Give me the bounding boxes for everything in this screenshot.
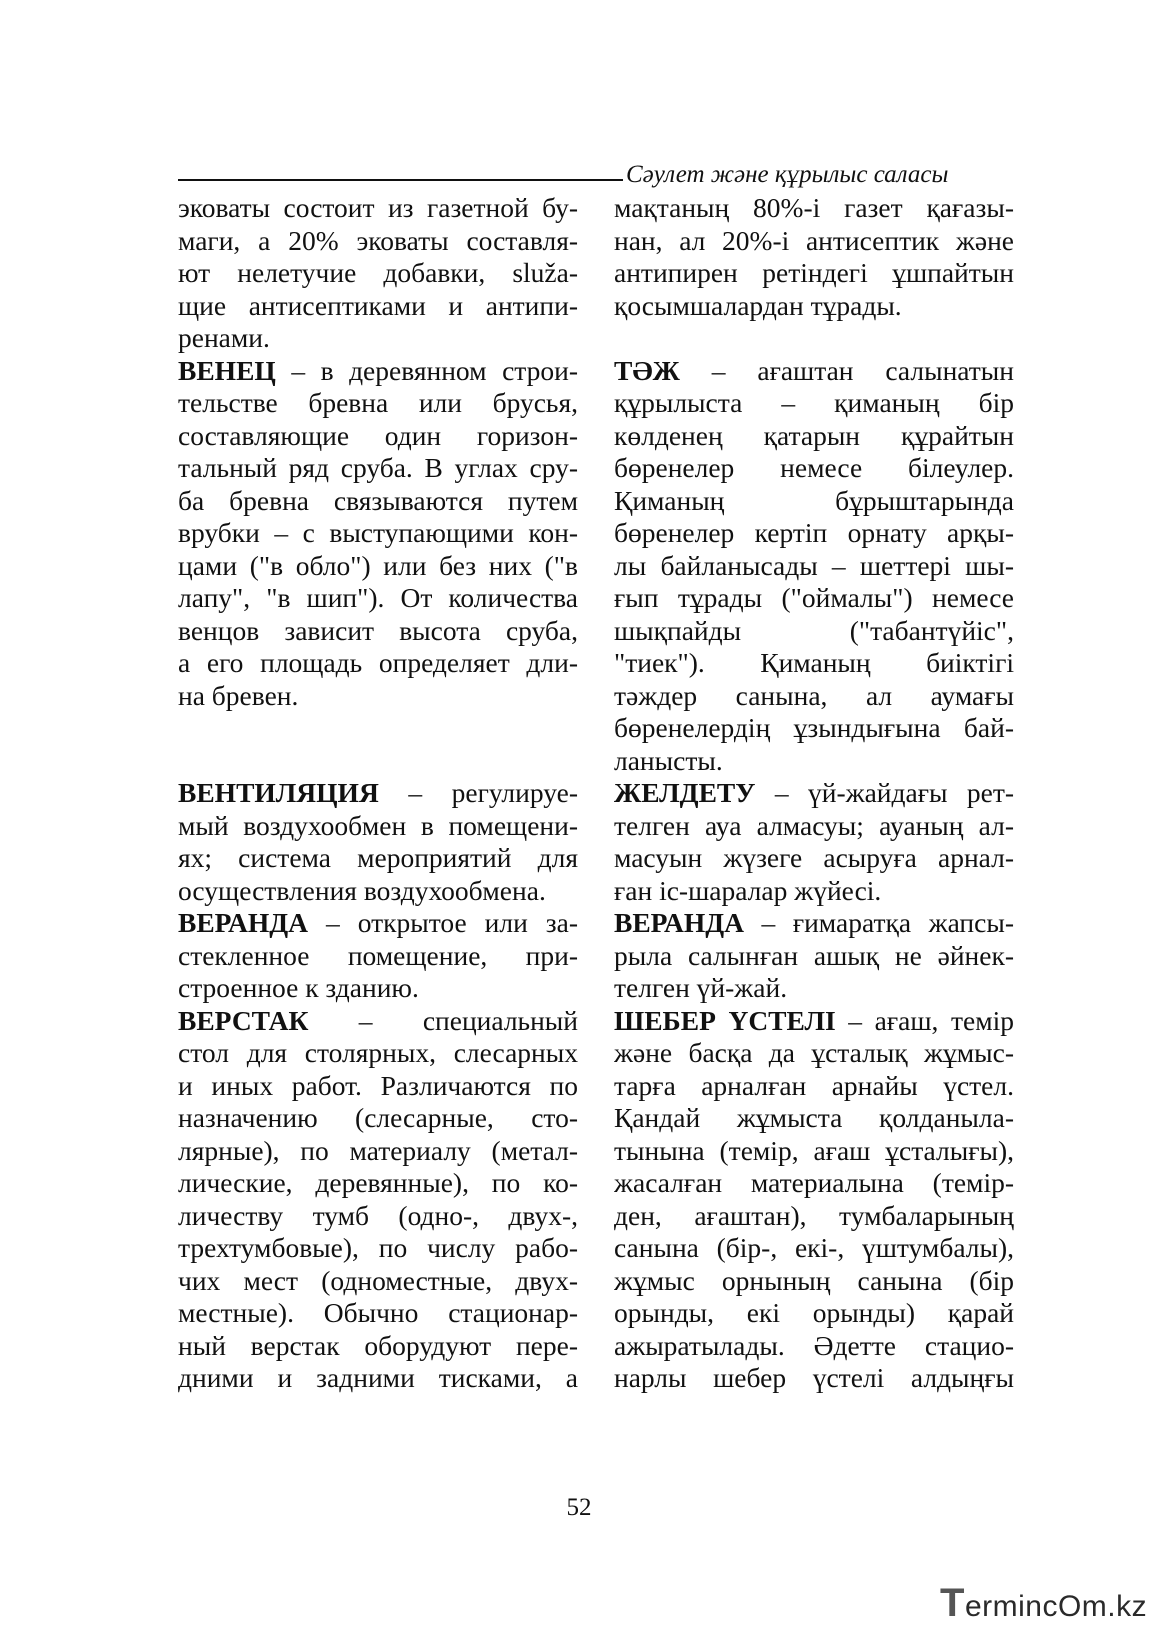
entry-text: венцов зависит высота сруба, — [178, 614, 578, 646]
entry-term: ШЕБЕР ҮСТЕЛІ — [614, 1004, 836, 1036]
left-column-line — [178, 355, 578, 388]
right-column-line — [614, 1102, 1014, 1135]
right-column-line — [614, 452, 1014, 485]
entry-text: а его площадь определяет дли- — [178, 647, 578, 678]
entry-text: және басқа да ұсталық жұмыс- — [614, 1037, 1014, 1068]
left-column-line — [178, 1232, 578, 1265]
entry-text: – открытое или за- — [308, 907, 578, 938]
right-column-line — [614, 745, 1014, 778]
site-watermark — [940, 1581, 1148, 1625]
entry-text: телген үй-жай. — [614, 972, 788, 1003]
entry-text: личеству тумб (одно-, двух-, — [178, 1199, 578, 1231]
left-column-line — [178, 940, 578, 973]
left-column-line — [178, 1200, 578, 1233]
entry-text: Қандай жұмыста қолданыла- — [614, 1102, 1014, 1133]
entry-text: антипирен ретіндегі ұшпайтын — [614, 257, 1014, 288]
entry-text: ный верстак оборудуют пере- — [178, 1329, 578, 1361]
entry-text: щие антисептиками и антипи- — [178, 289, 578, 321]
right-column-line — [614, 355, 1014, 388]
entry-text: тарға арналған арнайы үстел. — [614, 1069, 1014, 1101]
entry-text: и иных работ. Различаются по — [178, 1069, 578, 1101]
left-column-line — [178, 290, 578, 323]
left-column-line — [178, 452, 578, 485]
entry-text: назначению (слесарные, сто- — [178, 1102, 578, 1133]
right-column-line — [614, 420, 1014, 453]
entry-text: құрылыста – қиманың бір — [614, 387, 1014, 418]
entry-term: ТӘЖ — [614, 354, 680, 386]
entry-text: қосымшалардан тұрады. — [614, 289, 902, 321]
header-rule — [178, 179, 623, 181]
entry-text: стол для столярных, слесарных — [178, 1037, 578, 1068]
entry-text: мақтаның 80%-і газет қағазы- — [614, 192, 1014, 223]
left-column-line — [178, 1297, 578, 1330]
entry-text: телген ауа алмасуы; ауаның ал- — [614, 809, 1014, 841]
entry-text: орынды, екі орынды) қарай — [614, 1297, 1014, 1328]
right-column-line — [614, 1037, 1014, 1070]
right-column-line — [614, 387, 1014, 420]
entry-term: ВЕРАНДА — [178, 907, 308, 938]
entry-text: ған іс-шаралар жүйесі. — [614, 874, 882, 906]
watermark-rest: ermincOm.kz — [964, 1590, 1148, 1623]
left-column-line — [178, 257, 578, 290]
entry-text: тальный ряд сруба. В углах сру- — [178, 452, 578, 483]
left-column-line — [178, 1037, 578, 1070]
left-column-line — [178, 1070, 578, 1103]
entry-text: – ғимаратқа жапсы- — [744, 907, 1014, 938]
left-column-line — [178, 550, 578, 583]
left-column-line — [178, 1135, 578, 1168]
entry-text: составляющие один горизон- — [178, 419, 578, 451]
entry-text: нарлы шебер үстелі алдыңғы — [614, 1362, 1014, 1393]
left-column-line — [178, 1330, 578, 1363]
right-column-line — [614, 257, 1014, 290]
left-column — [178, 192, 578, 1395]
entry-text: чих мест (одноместные, двух- — [178, 1264, 578, 1296]
left-column-line — [178, 647, 578, 680]
entry-text: – регулируе- — [378, 777, 578, 808]
right-column-line — [614, 1297, 1014, 1330]
entry-text: ба бревна связываются путем — [178, 484, 578, 516]
right-column-line — [614, 192, 1014, 225]
right-column-line — [614, 1070, 1014, 1103]
right-column-line — [614, 517, 1014, 550]
entry-term: ЖЕЛДЕТУ — [614, 777, 756, 808]
right-column-line — [614, 842, 1014, 875]
entry-term: ВЕНЕЦ — [178, 354, 276, 386]
entry-text: эковаты состоит из газетной бу- — [178, 192, 578, 223]
right-column-line — [614, 1330, 1014, 1363]
right-column-line — [614, 1200, 1014, 1233]
entry-text: лярные), по материалу (метал- — [178, 1134, 578, 1166]
entry-term: ВЕРСТАК — [178, 1004, 309, 1036]
right-column-line — [614, 1362, 1014, 1395]
entry-text: лы байланысады – шеттері шы- — [614, 549, 1014, 581]
entry-term: ВЕРАНДА — [614, 907, 744, 938]
entry-text: ден, ағаштан), тумбаларының — [614, 1199, 1014, 1231]
right-column-line — [614, 1167, 1014, 1200]
right-column-line — [614, 1005, 1014, 1038]
right-column-line — [614, 550, 1014, 583]
left-column-line — [178, 192, 578, 225]
right-column-line — [614, 810, 1014, 843]
paragraph-gap — [178, 712, 578, 777]
entry-text: дними и задними тисками, а — [178, 1362, 578, 1393]
entry-text: рыла салынған ашық не әйнек- — [614, 939, 1014, 971]
right-column-line — [614, 972, 1014, 1005]
left-column-line — [178, 582, 578, 615]
entry-text: ажыратылады. Әдетте стацио- — [614, 1329, 1014, 1361]
right-column-line — [614, 582, 1014, 615]
entry-text: ренами. — [178, 322, 270, 353]
left-column-line — [178, 1102, 578, 1135]
right-column-line — [614, 225, 1014, 258]
left-column-line — [178, 387, 578, 420]
left-column-line — [178, 1362, 578, 1395]
entry-text: "тиек"). Қиманың биіктігі — [614, 647, 1014, 678]
left-column-line — [178, 225, 578, 258]
entry-text: жұмыс орнының санына (бір — [614, 1264, 1014, 1296]
entry-text: на бревен. — [178, 679, 299, 711]
right-column-line — [614, 1232, 1014, 1265]
entry-text: стекленное помещение, при- — [178, 939, 578, 971]
entry-text: врубки – с выступающими кон- — [178, 517, 578, 548]
left-column-line — [178, 485, 578, 518]
entry-text: масуын жүзеге асыруға арнал- — [614, 842, 1014, 873]
left-column-line — [178, 615, 578, 648]
right-column-line — [614, 647, 1014, 680]
entry-text: – үй-жайдағы рет- — [755, 777, 1014, 808]
right-column-line — [614, 680, 1014, 713]
right-column-line — [614, 907, 1014, 940]
left-column-line — [178, 907, 578, 940]
entry-text: ях; система мероприятий для — [178, 842, 578, 873]
entry-term: ВЕНТИЛЯЦИЯ — [178, 777, 379, 808]
right-column-line — [614, 1135, 1014, 1168]
entry-text: ланысты. — [614, 744, 723, 776]
entry-text: маги, а 20% эковаты составля- — [178, 224, 578, 256]
entry-text: – ағаштан салынатын — [679, 354, 1014, 386]
right-column-line — [614, 290, 1014, 323]
entry-text: цами ("в обло") или без них ("в — [178, 549, 578, 581]
running-header: Сәулет және құрылыс саласы — [626, 161, 949, 188]
left-column-line — [178, 322, 578, 355]
entry-text: санына (бір-, екі-, үштумбалы), — [614, 1232, 1014, 1263]
right-column — [614, 192, 1014, 1395]
entry-text: трехтумбовые), по числу рабо- — [178, 1232, 578, 1263]
entry-text: көлденең қатарын құрайтын — [614, 419, 1014, 451]
entry-text: лические, деревянные), по ко- — [178, 1167, 578, 1198]
entry-text: ют нелетучие добавки, služа- — [178, 257, 578, 288]
entry-text: – в деревянном строи- — [275, 354, 578, 386]
left-column-line — [178, 875, 578, 908]
left-column-line — [178, 1005, 578, 1038]
entry-text: строенное к зданию. — [178, 972, 419, 1003]
right-column-line — [614, 615, 1014, 648]
left-column-line — [178, 420, 578, 453]
entry-text: тынына (темір, ағаш ұсталығы), — [614, 1134, 1014, 1166]
entry-text: – ағаш, темір — [835, 1004, 1014, 1036]
right-column-line — [614, 485, 1014, 518]
entry-text: ғып тұрады ("оймалы") немесе — [614, 582, 1014, 613]
entry-text: шықпайды ("табантүйіс", — [614, 614, 1014, 646]
entry-text: тәждер санына, ал аумағы — [614, 679, 1014, 711]
entry-text: бөренелер кертіп орнату арқы- — [614, 517, 1014, 548]
watermark-initial: T — [940, 1581, 965, 1625]
entry-text: Қиманың бұрыштарында — [614, 484, 1014, 516]
right-column-line — [614, 875, 1014, 908]
entry-text: осуществления воздухообмена. — [178, 874, 546, 906]
left-column-line — [178, 680, 578, 713]
entry-text: мый воздухообмен в помещени- — [178, 809, 578, 841]
entry-text: бөренелер немесе білеулер. — [614, 452, 1014, 483]
left-column-line — [178, 1265, 578, 1298]
left-column-line — [178, 972, 578, 1005]
left-column-line — [178, 810, 578, 843]
entry-text: нан, ал 20%-і антисептик және — [614, 224, 1014, 256]
entry-text: бөренелердің ұзындығына бай- — [614, 712, 1014, 743]
right-column-line — [614, 712, 1014, 745]
paragraph-gap — [614, 322, 1014, 355]
left-column-line — [178, 1167, 578, 1200]
page-number: 52 — [566, 1494, 592, 1521]
entry-text: жасалған материалына (темір- — [614, 1167, 1014, 1198]
entry-text: лапу", "в шип"). От количества — [178, 582, 578, 613]
right-column-line — [614, 1265, 1014, 1298]
entry-text: местные). Обычно стационар- — [178, 1297, 578, 1328]
left-column-line — [178, 777, 578, 810]
left-column-line — [178, 517, 578, 550]
right-column-line — [614, 777, 1014, 810]
entry-text: тельстве бревна или брусья, — [178, 387, 578, 418]
left-column-line — [178, 842, 578, 875]
right-column-line — [614, 940, 1014, 973]
entry-text: – специальный — [308, 1004, 578, 1036]
